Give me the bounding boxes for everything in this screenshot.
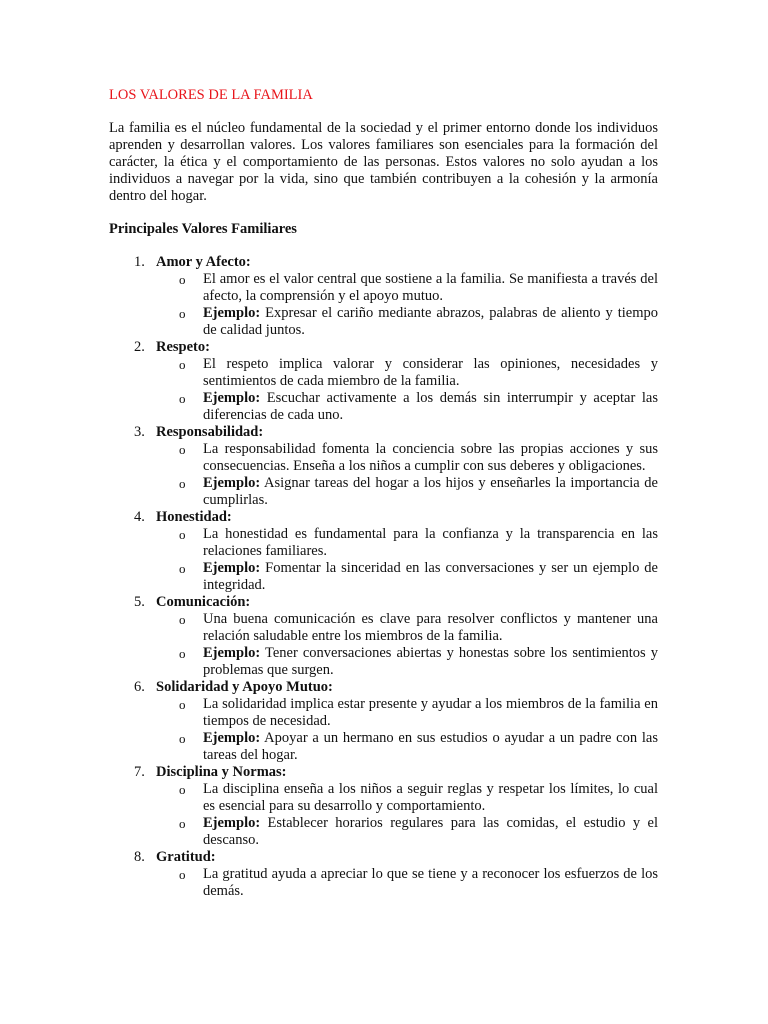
value-points-list — [0, 611, 768, 679]
value-point — [0, 390, 658, 424]
example-label: Ejemplo: — [203, 645, 261, 661]
value-point — [0, 866, 658, 900]
value-points-list — [0, 271, 768, 339]
value-points-list — [0, 866, 768, 900]
value-point-text: La disciplina enseña a los niños a seguir reglas y respetar los límites, lo cual es esencial para su desarrollo y comportamiento. — [203, 781, 658, 814]
value-point — [0, 441, 658, 475]
value-heading — [0, 509, 768, 526]
value-point-text: La honestidad es fundamental para la confianza y la transparencia en las relaciones familiares. — [203, 526, 658, 559]
value-name: Solidaridad y Apoyo Mutuo: — [156, 679, 333, 695]
circle-bullet-icon: o — [179, 612, 186, 627]
value-name: Responsabilidad: — [156, 424, 264, 440]
value-number: 8. — [134, 849, 145, 865]
value-point — [0, 271, 658, 305]
value-number: 1. — [134, 254, 145, 270]
circle-bullet-icon: o — [179, 782, 186, 797]
value-name: Honestidad: — [156, 509, 232, 525]
value-point — [0, 781, 658, 815]
value-heading — [0, 254, 768, 271]
value-point — [0, 645, 658, 679]
value-item — [0, 509, 768, 594]
value-point-text: Escuchar activamente a los demás sin interrumpir y aceptar las diferencias de cada uno. — [203, 390, 658, 423]
value-number: 7. — [134, 764, 145, 780]
example-label: Ejemplo: — [203, 305, 261, 321]
value-point — [0, 356, 658, 390]
value-point — [0, 696, 658, 730]
circle-bullet-icon: o — [179, 391, 186, 406]
value-name: Gratitud: — [156, 849, 216, 865]
circle-bullet-icon: o — [179, 476, 186, 491]
circle-bullet-icon: o — [179, 306, 186, 321]
value-number: 5. — [134, 594, 145, 610]
value-name: Respeto: — [156, 339, 210, 355]
value-name: Comunicación: — [156, 594, 251, 610]
value-point — [0, 730, 658, 764]
value-heading — [0, 849, 768, 866]
value-point — [0, 611, 658, 645]
value-point-text: La solidaridad implica estar presente y ayudar a los miembros de la familia en tiempos de necesidad. — [203, 696, 658, 729]
value-point-text: Una buena comunicación es clave para resolver conflictos y mantener una relación saludable entre los miembros de la familia. — [203, 611, 658, 644]
circle-bullet-icon: o — [179, 272, 186, 287]
value-number: 2. — [134, 339, 145, 355]
value-heading — [0, 424, 768, 441]
value-point-text: Apoyar a un hermano en sus estudios o ayudar a un padre con las tareas del hogar. — [203, 730, 658, 763]
example-label: Ejemplo: — [203, 475, 261, 491]
circle-bullet-icon: o — [179, 697, 186, 712]
value-point — [0, 475, 658, 509]
circle-bullet-icon: o — [179, 442, 186, 457]
value-point-text: Expresar el cariño mediante abrazos, palabras de aliento y tiempo de calidad juntos. — [203, 305, 658, 338]
circle-bullet-icon: o — [179, 731, 186, 746]
value-point-text: Tener conversaciones abiertas y honestas sobre los sentimientos y problemas que surgen. — [203, 645, 658, 678]
value-point — [0, 815, 658, 849]
example-label: Ejemplo: — [203, 815, 261, 831]
value-point-text: La responsabilidad fomenta la conciencia sobre las propias acciones y sus consecuencias. Enseña a los niños a cumplir con sus deberes y obligaciones. — [203, 441, 658, 474]
example-label: Ejemplo: — [203, 390, 261, 406]
value-item — [0, 849, 768, 900]
circle-bullet-icon: o — [179, 646, 186, 661]
value-point — [0, 305, 658, 339]
intro-paragraph: La familia es el núcleo fundamental de la sociedad y el primer entorno donde los individuos aprenden y desarrollan valores. Los valores familiares son esenciales para la formación del carácter, la ética y el comportamiento de las personas. Estos valores no solo ayudan a los individuos a navegar por la vida, sino que también contribuyen a la cohesión y la armonía dentro del hogar. — [109, 120, 658, 204]
value-point-text: El respeto implica valorar y considerar las opiniones, necesidades y sentimientos de cada miembro de la familia. — [203, 356, 658, 389]
value-item — [0, 254, 768, 339]
example-label: Ejemplo: — [203, 560, 261, 576]
circle-bullet-icon: o — [179, 357, 186, 372]
value-item — [0, 764, 768, 849]
value-points-list — [0, 696, 768, 764]
section-heading: Principales Valores Familiares — [109, 221, 297, 237]
value-point-text: Asignar tareas del hogar a los hijos y enseñarles la importancia de cumplirlas. — [203, 475, 658, 508]
circle-bullet-icon: o — [179, 561, 186, 576]
value-item — [0, 339, 768, 424]
circle-bullet-icon: o — [179, 816, 186, 831]
value-name: Disciplina y Normas: — [156, 764, 287, 780]
value-heading — [0, 594, 768, 611]
value-heading — [0, 339, 768, 356]
value-item — [0, 424, 768, 509]
example-label: Ejemplo: — [203, 730, 261, 746]
value-point-text: Fomentar la sinceridad en las conversaciones y ser un ejemplo de integridad. — [203, 560, 658, 593]
value-point — [0, 526, 658, 560]
value-point-text: El amor es el valor central que sostiene a la familia. Se manifiesta a través del afecto, la comprensión y el apoyo mutuo. — [203, 271, 658, 304]
value-point-text: Establecer horarios regulares para las comidas, el estudio y el descanso. — [203, 815, 658, 848]
value-points-list — [0, 441, 768, 509]
value-name: Amor y Afecto: — [156, 254, 251, 270]
value-points-list — [0, 526, 768, 594]
value-heading — [0, 764, 768, 781]
value-item — [0, 679, 768, 764]
value-item — [0, 594, 768, 679]
value-number: 4. — [134, 509, 145, 525]
document-title: LOS VALORES DE LA FAMILIA — [109, 87, 313, 103]
value-heading — [0, 679, 768, 696]
value-number: 6. — [134, 679, 145, 695]
value-points-list — [0, 356, 768, 424]
value-point-text: La gratitud ayuda a apreciar lo que se tiene y a reconocer los esfuerzos de los demás. — [203, 866, 658, 899]
circle-bullet-icon: o — [179, 867, 186, 882]
value-number: 3. — [134, 424, 145, 440]
values-list — [0, 254, 768, 900]
circle-bullet-icon: o — [179, 527, 186, 542]
value-points-list — [0, 781, 768, 849]
value-point — [0, 560, 658, 594]
